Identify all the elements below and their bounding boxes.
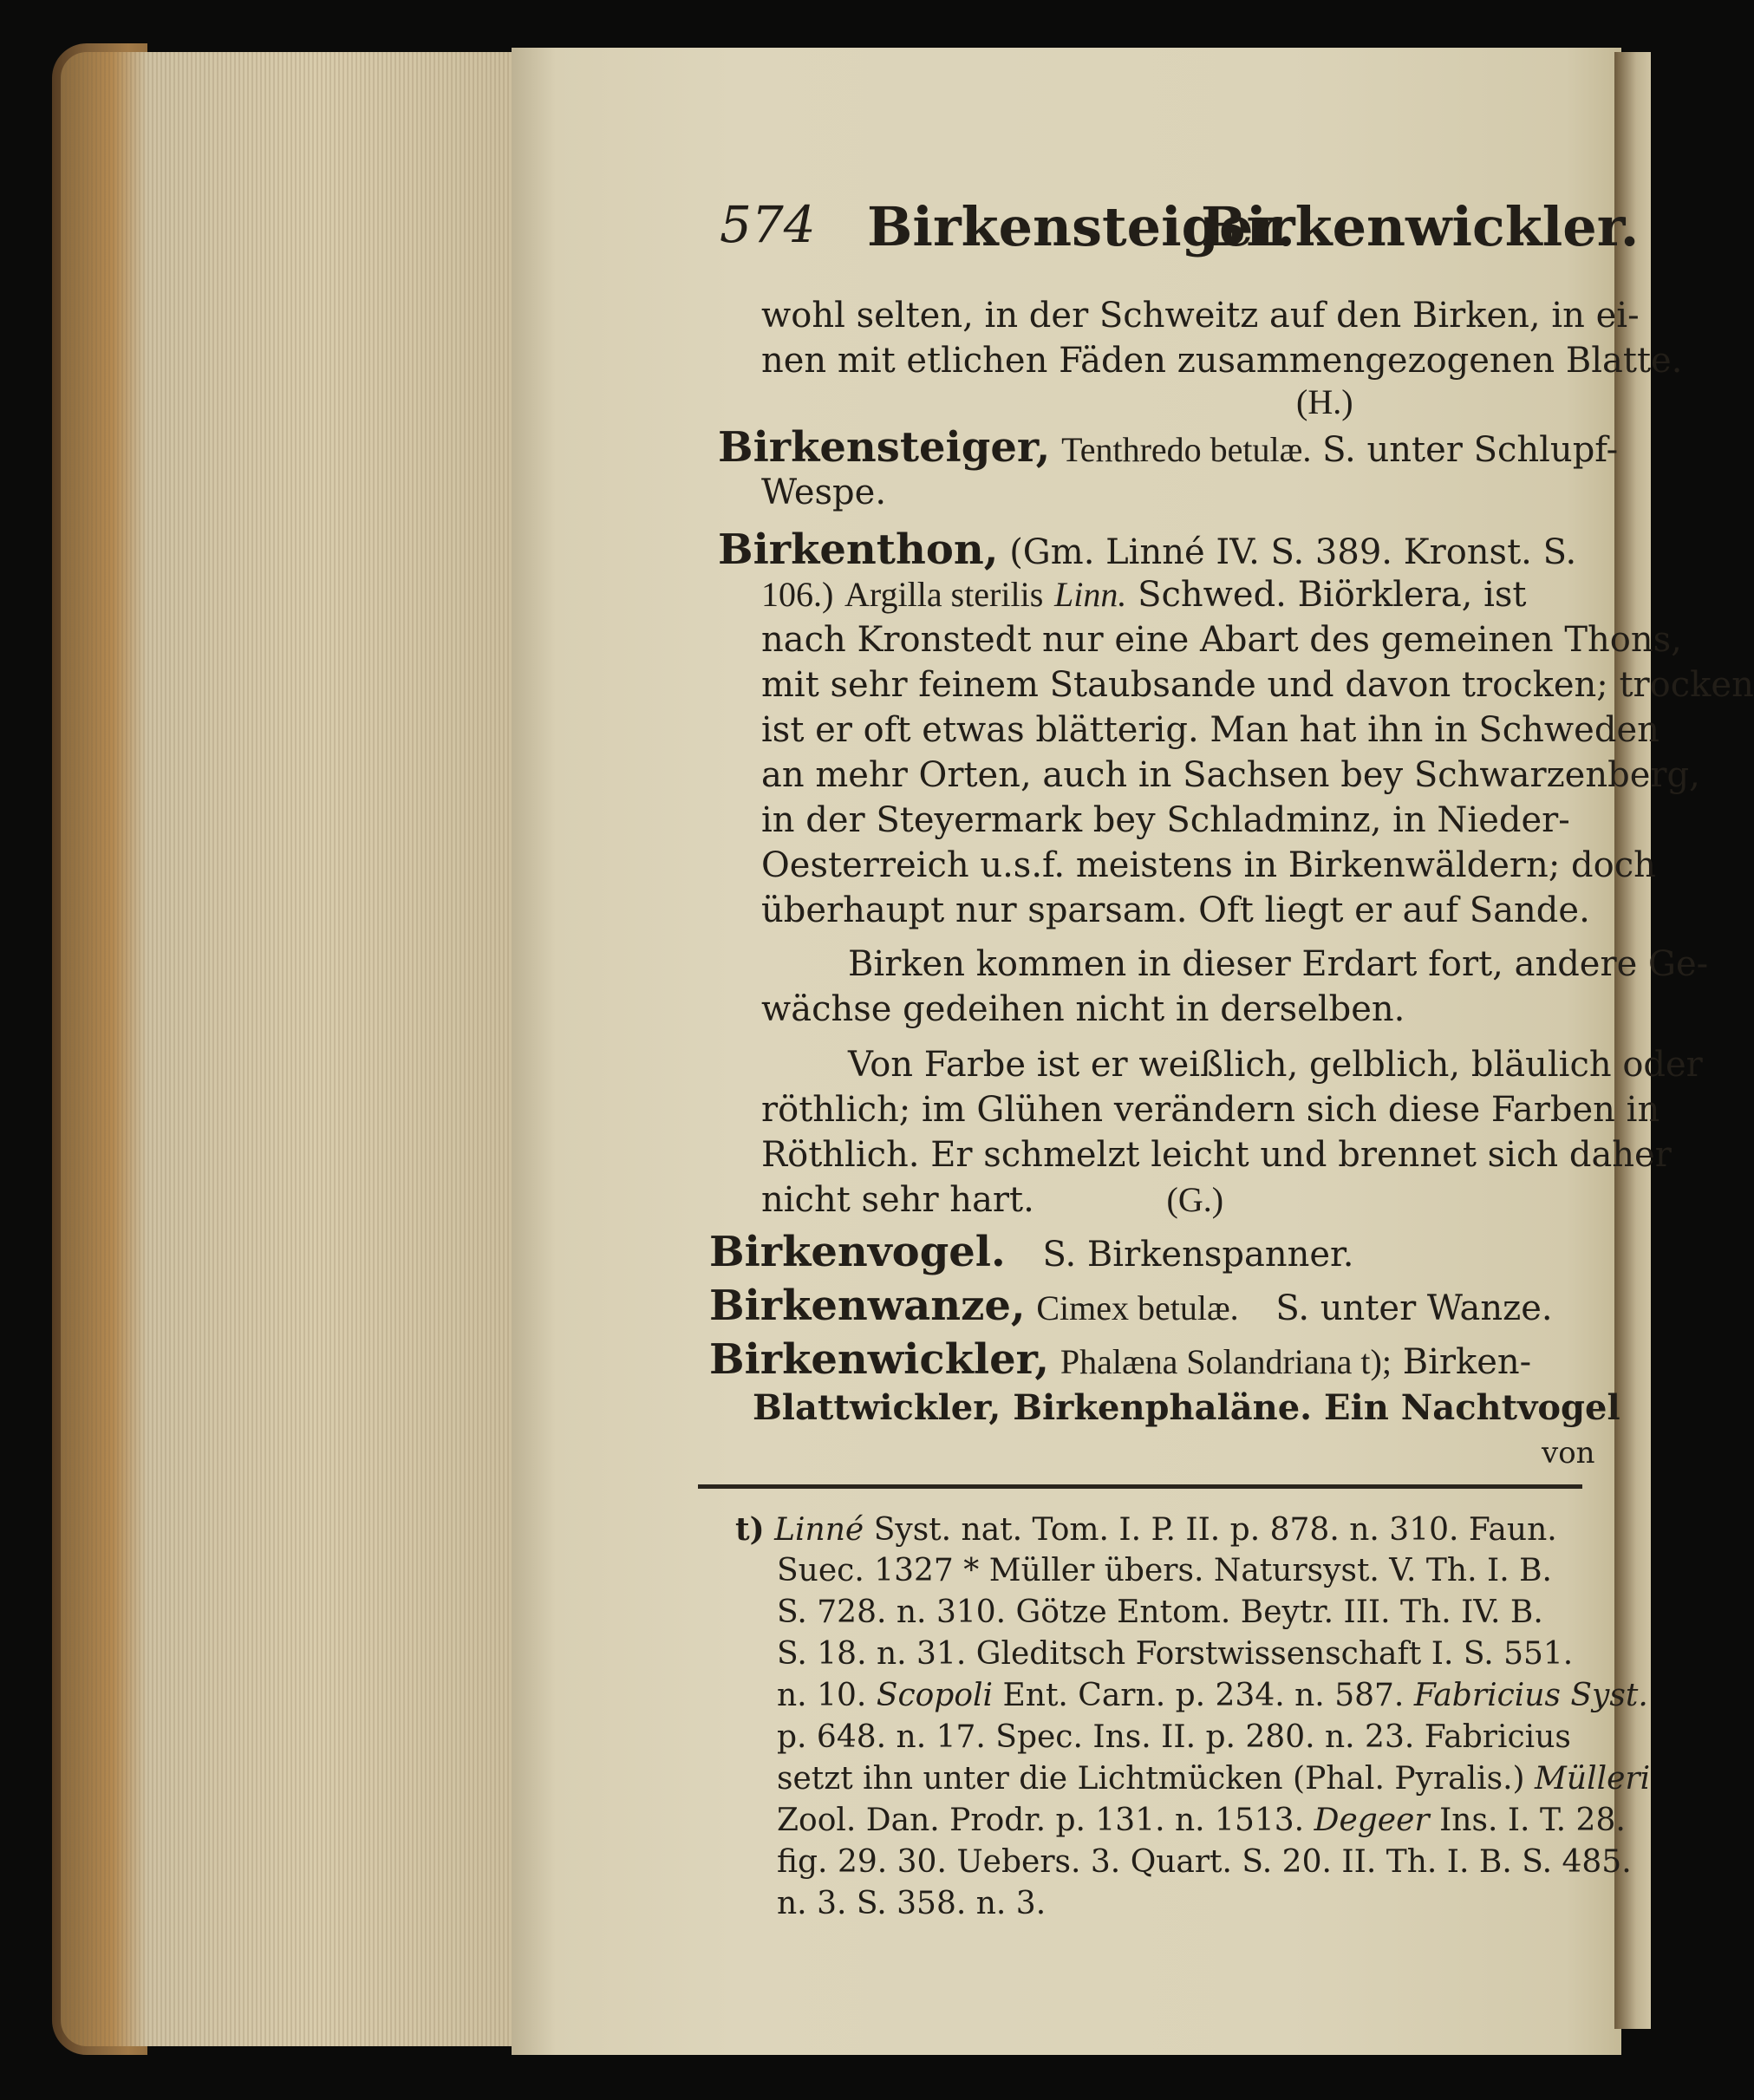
citation: Syst. [1570, 1678, 1648, 1713]
entry-birkenwickler [709, 1335, 1532, 1384]
author-signature: (H.) [1296, 382, 1353, 421]
entry-head: Birkenvogel. [709, 1228, 1006, 1276]
body-line: in der Steyermark bey Schladminz, in Nieder- [761, 800, 1570, 840]
footnote-line: S. 728. n. 310. Götze Entom. Beytr. III. Th. IV. B. [777, 1595, 1543, 1630]
author-name: Fabricius [1413, 1678, 1561, 1713]
citation: setzt ihn unter die Lichtmücken (Phal. Pyralis.) [777, 1761, 1525, 1797]
citation: n. 10. [777, 1678, 867, 1713]
body-line: wächse gedeihen nicht in derselben. [761, 989, 1405, 1029]
entry-birkenthon [718, 525, 1577, 574]
book-fore-edge [61, 52, 512, 2046]
body-line: Von Farbe ist er weißlich, gelblich, bläulich oder [848, 1045, 1703, 1085]
page-number: 574 [720, 195, 816, 254]
page-header [720, 195, 1640, 264]
reference: (Gm. Linné IV. S. 389. Kronst. S. [1009, 532, 1577, 572]
body-text: nicht sehr hart. [761, 1180, 1034, 1220]
body-line: Blattwickler, Birkenphaläne. Ein Nachtvogel [753, 1387, 1620, 1428]
body-line [761, 1179, 1223, 1221]
footnote-mark: t) [735, 1511, 765, 1548]
cross-reference: S. unter Wanze. [1275, 1288, 1553, 1328]
footnote-line: Suec. 1327 * Müller übers. Natursyst. V. Th. I. B. [777, 1553, 1552, 1588]
author-name: Mülleri [1535, 1761, 1651, 1797]
footnote-line: S. 18. n. 31. Gleditsch Forstwissenschaft I. S. 551. [777, 1636, 1574, 1672]
citation: Zool. Dan. Prodr. p. 131. n. 1513. [777, 1803, 1305, 1838]
body-line: mit sehr feinem Staubsande und davon trocken; trocken [761, 665, 1754, 705]
footnote-line [777, 1760, 1650, 1798]
entry-birkenvogel [709, 1228, 1354, 1276]
entry-head: Birkenthon, [718, 525, 999, 574]
cross-reference: S. unter Schlupf- [1322, 430, 1619, 470]
body-line: Wespe. [761, 473, 887, 512]
bleed-through-text [720, 1429, 1517, 1464]
running-head-right: Birkenwickler. [1201, 195, 1640, 258]
body-text: Birken- [1402, 1342, 1532, 1382]
body-line: ist er oft etwas blätterig. Man hat ihn in Schweden [761, 710, 1659, 750]
author-name: Scopoli [876, 1678, 994, 1713]
footnote-rule [698, 1484, 1582, 1489]
citation: Ins. I. T. 28. [1439, 1803, 1626, 1838]
body-line: Oesterreich u.s.f. meistens in Birkenwäldern; doch [761, 845, 1656, 885]
latin-name: Argilla sterilis [844, 575, 1044, 614]
citation: Syst. nat. Tom. I. P. II. p. 878. n. 310. Faun. [873, 1512, 1557, 1548]
latin-name: Cimex betulæ. [1036, 1288, 1239, 1327]
running-head-left: Birkensteiger. [867, 195, 1296, 258]
body-line: Birken kommen in dieser Erdart fort, andere Ge- [848, 944, 1709, 984]
citation: Ent. Carn. p. 234. n. 587. [1002, 1678, 1405, 1713]
body-text: Schwed. Biörklera, ist [1138, 575, 1527, 615]
body-line: nen mit etlichen Fäden zusammengezogenen Blatte. [761, 341, 1683, 381]
catchword: von [1542, 1436, 1595, 1471]
entry-birkenwanze [709, 1282, 1553, 1330]
footnote-line: p. 648. n. 17. Spec. Ins. II. p. 280. n. 23. Fabricius [777, 1719, 1571, 1755]
body-line: röthlich; im Glühen verändern sich diese Farben in [761, 1090, 1660, 1130]
entry-birkensteiger [718, 423, 1619, 472]
footnote-line: n. 3. S. 358. n. 3. [777, 1886, 1047, 1921]
body-line: überhaupt nur sparsam. Oft liegt er auf Sande. [761, 890, 1590, 930]
entry-head: Birkensteiger, [718, 423, 1051, 472]
latin-author: Linn. [1054, 575, 1127, 614]
body-line: wohl selten, in der Schweitz auf den Birken, in ei- [761, 296, 1640, 336]
footnote-line [777, 1677, 1648, 1715]
body-line: Röthlich. Er schmelzt leicht und brennet sich daher [761, 1135, 1672, 1175]
body-line: nach Kronstedt nur eine Abart des gemeinen Thons, [761, 620, 1682, 660]
cross-reference: S. Birkenspanner. [1042, 1235, 1354, 1275]
reference-number: 106.) [761, 575, 834, 614]
latin-name: Tenthredo betulæ. [1061, 430, 1312, 469]
footnote-line [777, 1802, 1626, 1840]
footnote-line: fig. 29. 30. Uebers. 3. Quart. S. 20. II. Th. I. B. S. 485. [777, 1844, 1632, 1880]
author-name: Degeer [1314, 1803, 1430, 1838]
author-name: Linné [774, 1512, 864, 1548]
body-line [761, 574, 1527, 616]
author-signature: (G.) [1166, 1180, 1224, 1219]
latin-name: Phalæna Solandriana t); [1060, 1342, 1392, 1381]
footnote-line [735, 1510, 1557, 1549]
entry-head: Birkenwickler, [709, 1335, 1050, 1384]
body-line: an mehr Orten, auch in Sachsen bey Schwarzenberg, [761, 755, 1700, 795]
entry-head: Birkenwanze, [709, 1282, 1026, 1330]
